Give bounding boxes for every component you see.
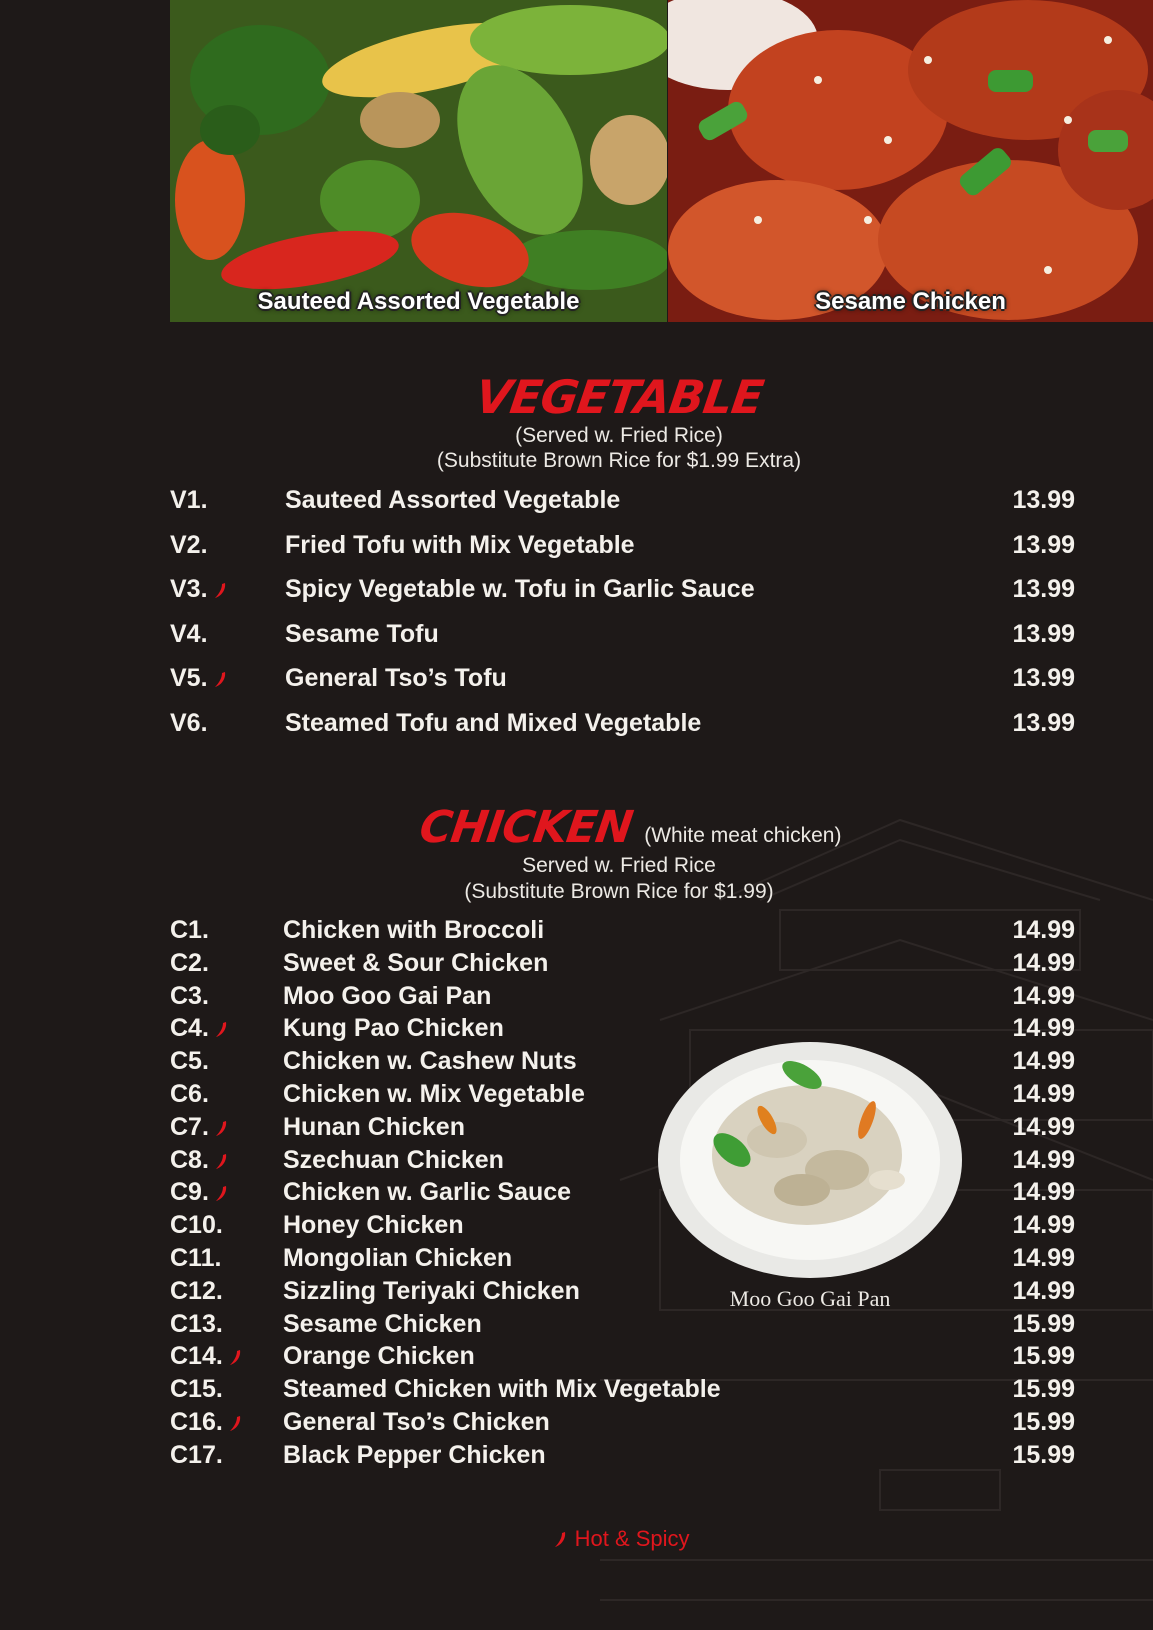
- vegetable-subtitle-substitute: (Substitute Brown Rice for $1.99 Extra): [436, 449, 802, 472]
- item-code: C9.: [170, 1178, 229, 1207]
- item-name: Honey Chicken: [283, 1211, 464, 1240]
- chicken-subtitle-rice: Served w. Fried Rice: [522, 854, 716, 877]
- menu-item: [170, 1441, 1075, 1473]
- menu-item: [170, 916, 1075, 948]
- item-code: C17.: [170, 1440, 223, 1469]
- menu-item: [170, 982, 1075, 1014]
- item-name: Sauteed Assorted Vegetable: [285, 486, 621, 514]
- item-code: C7.: [170, 1113, 229, 1142]
- vegetable-heading: [0, 372, 1153, 422]
- item-name: Chicken w. Cashew Nuts: [283, 1047, 577, 1076]
- chili-pepper-icon: [213, 1019, 229, 1039]
- item-code: V5.: [170, 664, 228, 693]
- legend-label: Hot & Spicy: [574, 1526, 690, 1551]
- menu-item: [170, 531, 1075, 563]
- item-code: C8.: [170, 1146, 229, 1175]
- item-price: 15.99: [1012, 1309, 1075, 1338]
- item-name: Moo Goo Gai Pan: [283, 981, 492, 1010]
- menu-item: [170, 664, 1075, 696]
- item-price: 14.99: [1012, 1244, 1075, 1272]
- item-code: C11.: [170, 1244, 222, 1272]
- item-code: C5.: [170, 1047, 209, 1076]
- spicy-legend: [0, 1526, 1153, 1552]
- chili-pepper-icon: [212, 669, 228, 689]
- menu-item: [170, 620, 1075, 652]
- item-price: 13.99: [1012, 620, 1075, 648]
- item-price: 13.99: [1012, 531, 1075, 559]
- item-name: Hunan Chicken: [283, 1112, 465, 1141]
- vegetable-photo-caption: Sauteed Assorted Vegetable: [257, 288, 580, 315]
- item-price: 13.99: [1012, 575, 1075, 603]
- vegetable-title: VEGETABLE: [472, 370, 766, 424]
- chili-pepper-icon: [213, 1151, 229, 1171]
- item-code: C14.: [170, 1342, 243, 1371]
- menu-item: [170, 1408, 1075, 1440]
- item-name: Orange Chicken: [283, 1342, 475, 1371]
- item-name: Steamed Chicken with Mix Vegetable: [283, 1375, 721, 1404]
- item-code: C4.: [170, 1014, 229, 1043]
- menu-item: [170, 1375, 1075, 1407]
- chili-pepper-icon: [552, 1529, 568, 1549]
- item-code: V1.: [170, 486, 208, 514]
- item-price: 14.99: [1012, 916, 1075, 944]
- item-price: 14.99: [1012, 1014, 1075, 1043]
- vegetable-photo: [170, 0, 667, 322]
- item-price: 14.99: [1012, 1276, 1075, 1305]
- menu-item: [170, 709, 1075, 741]
- item-price: 15.99: [1012, 1440, 1075, 1469]
- item-name: General Tso’s Tofu: [285, 664, 507, 692]
- item-code: V6.: [170, 709, 208, 737]
- item-code: C13.: [170, 1309, 223, 1338]
- item-price: 14.99: [1012, 1145, 1075, 1174]
- item-name: Fried Tofu with Mix Vegetable: [285, 531, 635, 559]
- menu-item: [170, 949, 1075, 981]
- item-name: Szechuan Chicken: [283, 1145, 504, 1174]
- item-name: Kung Pao Chicken: [283, 1014, 504, 1043]
- vegetable-subtitle-rice: (Served w. Fried Rice): [515, 424, 723, 447]
- item-code: C6.: [170, 1080, 209, 1108]
- item-name: Steamed Tofu and Mixed Vegetable: [285, 709, 702, 737]
- item-name: Mongolian Chicken: [283, 1244, 513, 1272]
- item-price: 15.99: [1012, 1375, 1075, 1404]
- item-price: 14.99: [1012, 1080, 1075, 1108]
- sesame-chicken-photo-art: [668, 0, 1153, 322]
- item-name: Chicken w. Garlic Sauce: [283, 1178, 572, 1207]
- chicken-note: (White meat chicken): [644, 824, 842, 847]
- item-code: C16.: [170, 1408, 243, 1437]
- item-name: Sesame Chicken: [283, 1309, 482, 1338]
- chili-pepper-icon: [227, 1413, 243, 1433]
- item-code: C1.: [170, 916, 209, 944]
- chicken-subtitle-substitute: (Substitute Brown Rice for $1.99): [464, 880, 774, 903]
- item-price: 14.99: [1012, 1178, 1075, 1207]
- item-name: Chicken with Broccoli: [283, 916, 545, 944]
- menu-item: [170, 575, 1075, 607]
- item-price: 14.99: [1012, 948, 1075, 977]
- chili-pepper-icon: [213, 1183, 229, 1203]
- item-name: Sesame Tofu: [285, 620, 439, 648]
- sesame-chicken-photo: [668, 0, 1153, 322]
- item-name: Sizzling Teriyaki Chicken: [283, 1276, 580, 1305]
- item-code: V3.: [170, 575, 228, 604]
- item-name: Spicy Vegetable w. Tofu in Garlic Sauce: [285, 575, 755, 603]
- item-price: 13.99: [1012, 709, 1075, 737]
- item-code: V4.: [170, 620, 208, 648]
- item-name: Sweet & Sour Chicken: [283, 948, 549, 977]
- item-price: 14.99: [1012, 1112, 1075, 1141]
- item-code: C12.: [170, 1276, 223, 1305]
- menu-item: [170, 1342, 1075, 1374]
- item-code: C2.: [170, 948, 209, 977]
- sesame-chicken-photo-caption: Sesame Chicken: [815, 288, 1006, 315]
- item-code: C15.: [170, 1375, 223, 1404]
- plate-caption: Moo Goo Gai Pan: [729, 1286, 891, 1311]
- vegetable-photo-art: [170, 0, 667, 322]
- moo-goo-gai-pan-photo: [657, 1040, 963, 1280]
- item-name: Chicken w. Mix Vegetable: [283, 1080, 585, 1108]
- item-price: 13.99: [1012, 486, 1075, 514]
- item-name: General Tso’s Chicken: [283, 1408, 550, 1436]
- menu-item: [170, 1310, 1075, 1342]
- menu-item: [170, 486, 1075, 518]
- item-price: 13.99: [1012, 664, 1075, 692]
- chili-pepper-icon: [213, 1118, 229, 1138]
- chicken-heading: [416, 802, 842, 853]
- item-code: C3.: [170, 981, 209, 1010]
- chili-pepper-icon: [227, 1347, 243, 1367]
- item-price: 15.99: [1012, 1342, 1075, 1371]
- item-price: 14.99: [1012, 981, 1075, 1010]
- item-name: Black Pepper Chicken: [283, 1440, 546, 1469]
- item-price: 14.99: [1012, 1211, 1075, 1240]
- chicken-title: CHICKEN: [416, 802, 636, 853]
- chili-pepper-icon: [212, 580, 228, 600]
- item-code: C10.: [170, 1211, 223, 1240]
- item-price: 14.99: [1012, 1047, 1075, 1076]
- item-price: 15.99: [1012, 1408, 1075, 1436]
- item-code: V2.: [170, 531, 208, 559]
